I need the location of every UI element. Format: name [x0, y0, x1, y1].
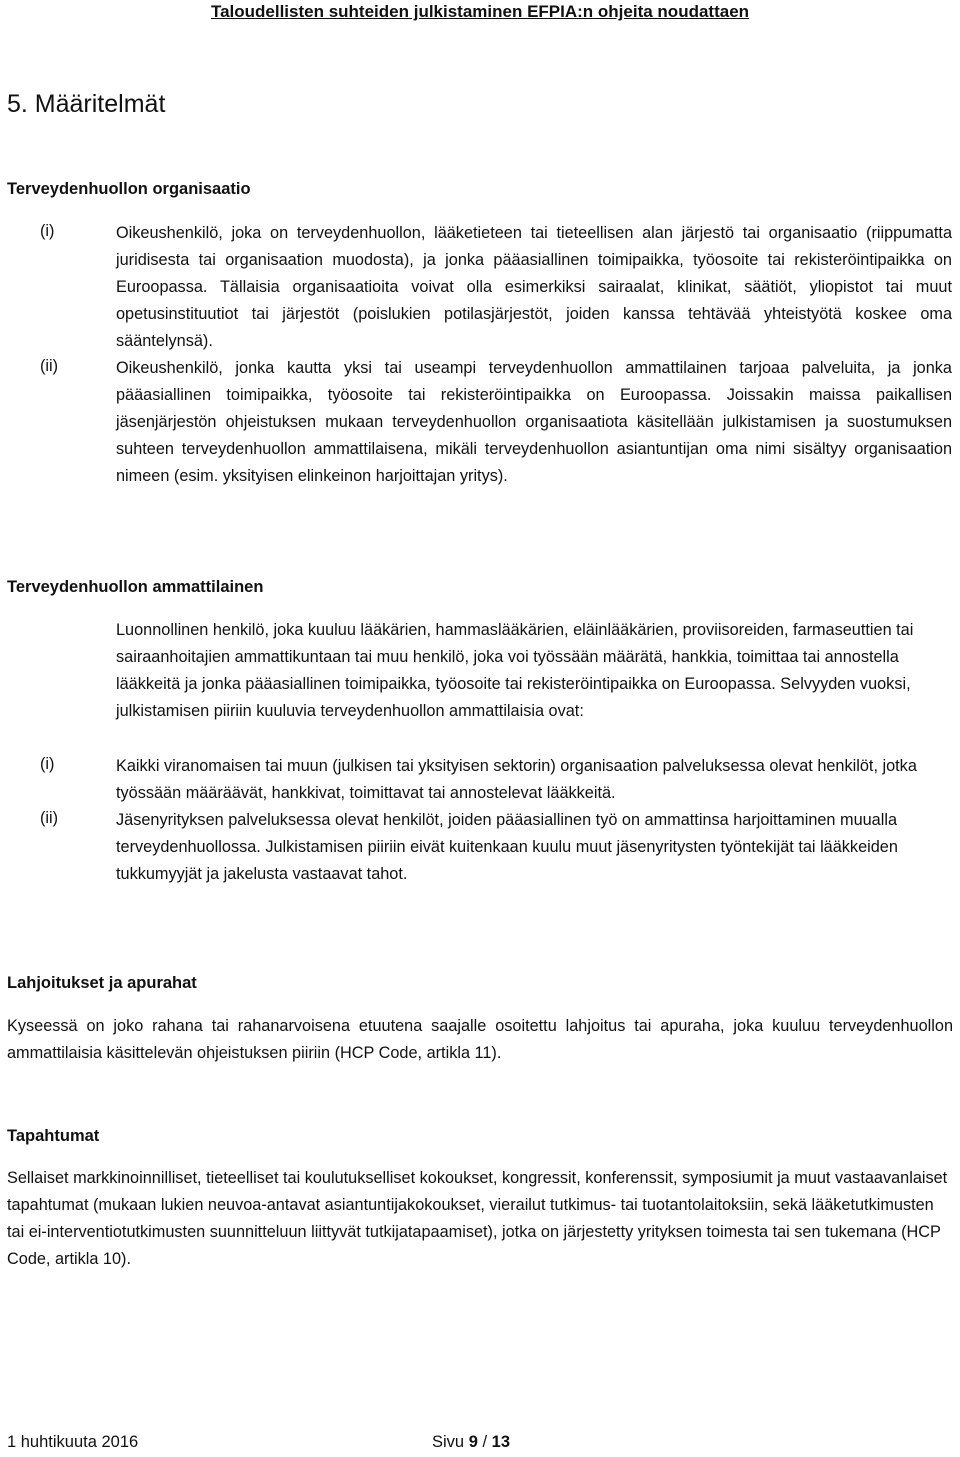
list-label: (ii): [40, 809, 59, 827]
page-number: [432, 1433, 510, 1452]
list-item-text: Oikeushenkilö, jonka kautta yksi tai useampi terveydenhuollon ammattilainen tarjoaa palveluita, ja jonka pääasiallinen toimipaikka, työosoite tai rekisteröintipaikka on Euroopassa. Joissakin maissa paikallisen jäsenjärjestön ohjeistuksen mukaan terveydenhuollon organisaatiota käsitellään julkistamisen ja suostumuksen suhteen terveydenhuollon ammattilaisena, mikäli terveydenhuollon asiantuntijan oma nimi sisältyy organisaation nimeen (esim. yksityisen elinkeinon harjoittajan yritys).: [116, 359, 952, 485]
page-total: 13: [491, 1433, 511, 1451]
section-title-professional: Terveydenhuollon ammattilainen: [7, 578, 264, 596]
list-label: (ii): [40, 357, 59, 375]
list-item-text: Jäsenyrityksen palveluksessa olevat henkilöt, joiden pääasiallinen työ on ammattinsa harjoittaminen muualla terveydenhuollossa. Julkistamisen piiriin eivät kuitenkaan kuulu muut jäsenyritysten työntekijät tai lääkkeiden tukkumyyjät ja jakelusta vastaavat tahot.: [116, 811, 898, 883]
page-separator: /: [477, 1433, 492, 1451]
page-current: 9: [468, 1433, 478, 1451]
list-label: (i): [40, 222, 55, 240]
page-title: 5. Määritelmät: [7, 90, 166, 118]
section-text: Kyseessä on joko rahana tai rahanarvoisena etuutena saajalle osoitettu lahjoitus tai apuraha, joka kuuluu terveydenhuollon ammattilaisia käsittelevän ohjeistuksen piiriin (HCP Code, artikla 11).: [7, 1017, 953, 1062]
list-label: (i): [40, 755, 55, 773]
section-title-events: Tapahtumat: [7, 1127, 100, 1145]
page-prefix: Sivu: [432, 1433, 465, 1451]
list-item-text: Oikeushenkilö, joka on terveydenhuollon, lääketieteen tai tieteellisen alan järjestö tai organisaatio (riippumatta juridisesta tai organisaation muodosta), ja jonka pääasiallinen toimipaikka, työosoite tai rekisteröintipaikka on Euroopassa. Tällaisia organisaatioita voivat olla esimerkiksi sairaalat, klinikat, säätiöt, yliopistot tai muut opetusinstituutiot tai järjestöt (poislukien potilasjärjestöt, joiden kanssa tehtävää yhteistyötä koskee oma sääntelynsä).: [116, 224, 952, 350]
footer-date: 1 huhtikuuta 2016: [7, 1433, 139, 1451]
list-item-text: Kaikki viranomaisen tai muun (julkisen tai yksityisen sektorin) organisaation palveluksessa olevat henkilöt, jotka työssään määräävät, hankkivat, toimittavat tai annostelevat lääkkeitä.: [116, 757, 917, 802]
document-header-title: Taloudellisten suhteiden julkistaminen EFPIA:n ohjeita noudattaen: [210, 2, 750, 21]
definition-text: Luonnollinen henkilö, joka kuuluu lääkärien, hammaslääkärien, eläinlääkärien, proviisoreiden, farmaseuttien tai sairaanhoitajien ammattikuntaan tai muu henkilö, joka voi työssään määrätä, hankkia, toimittaa tai annostella lääkkeitä ja jonka pääasiallinen toimipaikka, työosoite tai rekisteröintipaikka on Euroopassa. Selvyyden vuoksi, julkistamisen piiriin kuuluvia terveydenhuollon ammattilaisia ovat:: [116, 621, 914, 720]
section-title-organization: Terveydenhuollon organisaatio: [7, 180, 251, 198]
section-title-donations: Lahjoitukset ja apurahat: [7, 974, 197, 992]
section-text: Sellaiset markkinoinnilliset, tieteelliset tai koulutukselliset kokoukset, kongressit, konferenssit, symposiumit ja muut vastaavanlaiset tapahtumat (mukaan lukien neuvoa-antavat asiantuntijakokoukset, vierailut tutkimus- tai tuotantolaitoksiin, sekä lääketutkimusten tai ei-interventiotutkimusten suunnitteluun liittyvät tutkijatapaamiset), jotka on järjestetty yrityksen toimesta tai sen tukemana (HCP Code, artikla 10).: [7, 1169, 948, 1268]
